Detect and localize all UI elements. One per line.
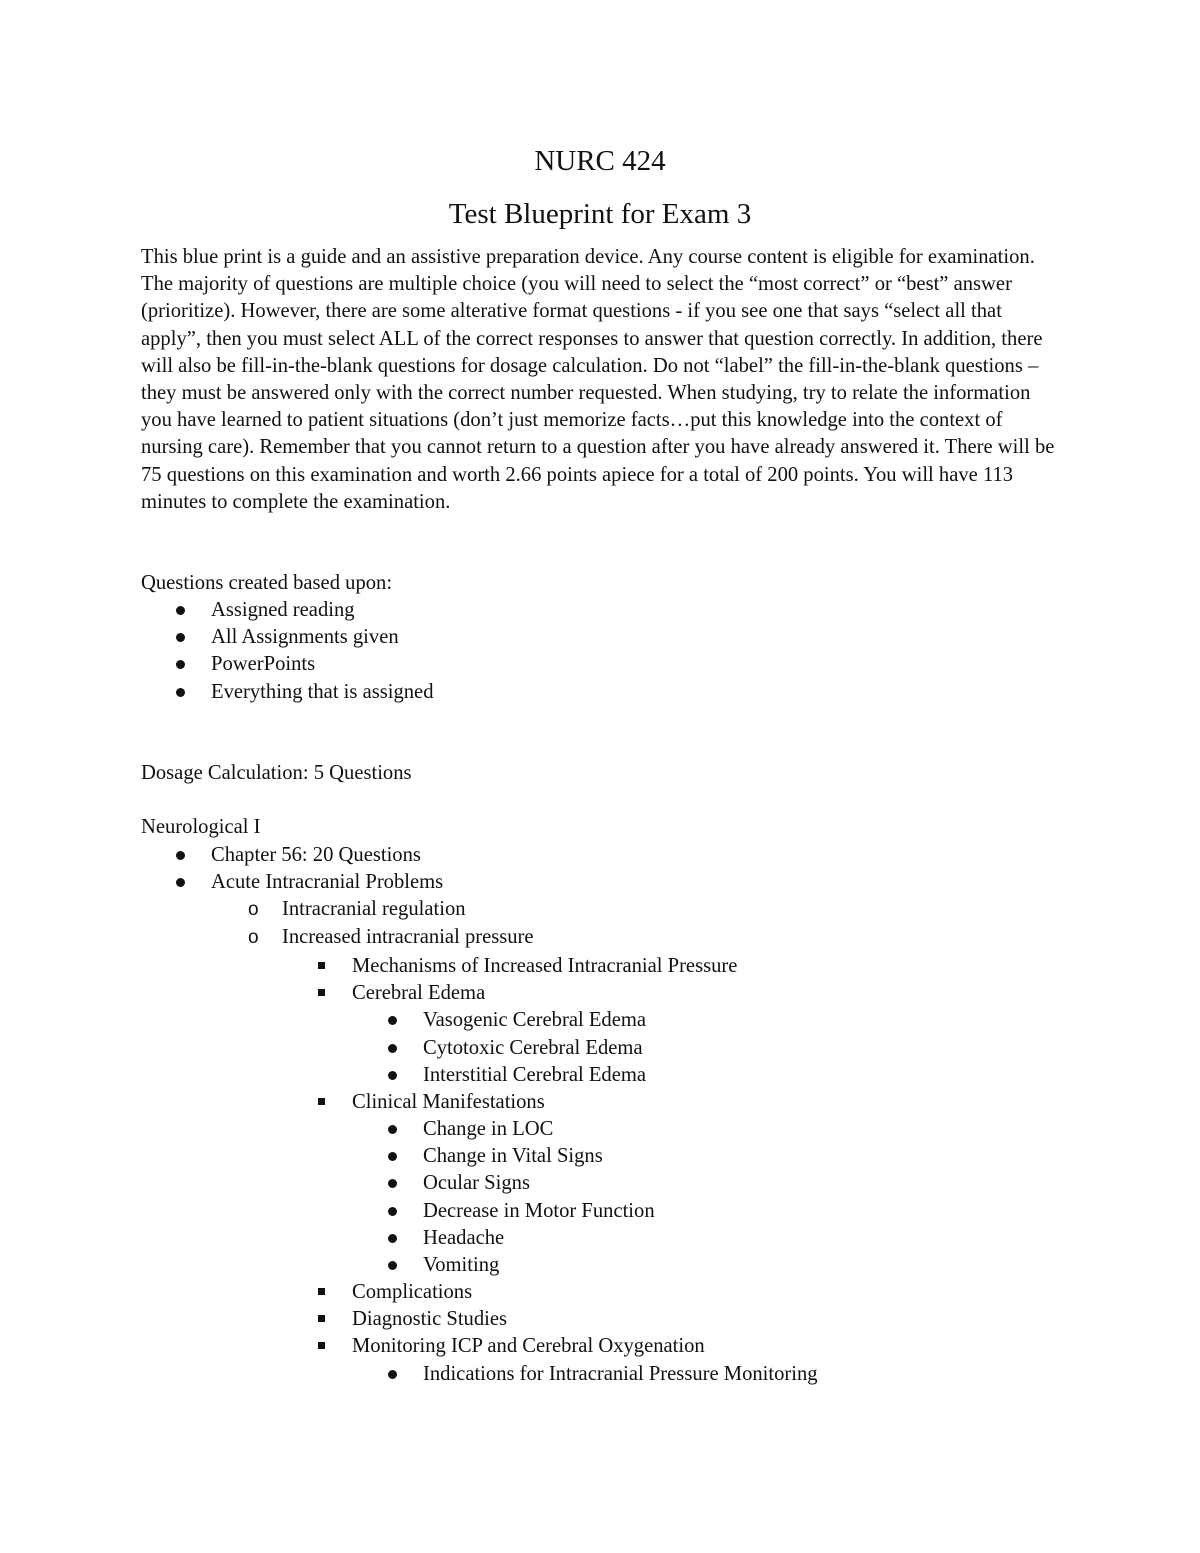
list-item: PowerPoints	[211, 653, 316, 675]
bullet-dot	[388, 1370, 397, 1379]
list-item: Acute Intracranial Problems	[211, 871, 444, 893]
list-item: Indications for Intracranial Pressure Monitoring	[423, 1363, 818, 1385]
bullet-dot	[388, 1152, 397, 1161]
square-bullet	[318, 989, 325, 996]
list-item: Decrease in Motor Function	[423, 1200, 655, 1222]
questions-heading: Questions created based upon:	[141, 572, 393, 594]
list-item: Complications	[352, 1281, 473, 1303]
list-item: Ocular Signs	[423, 1172, 530, 1194]
list-item: Intracranial regulation	[282, 898, 466, 920]
list-item: Increased intracranial pressure	[282, 926, 534, 948]
list-item: Chapter 56: 20 Questions	[211, 844, 421, 866]
square-bullet	[318, 1288, 325, 1295]
neuro-heading: Neurological I	[141, 816, 261, 838]
bullet-dot	[388, 1044, 397, 1053]
bullet-dot	[388, 1016, 397, 1025]
bullet-dot	[388, 1261, 397, 1270]
bullet-dot	[388, 1179, 397, 1188]
list-item: Headache	[423, 1227, 505, 1249]
list-item: All Assignments given	[211, 626, 399, 648]
bullet-dot	[388, 1234, 397, 1243]
list-item: Clinical Manifestations	[352, 1091, 545, 1113]
bullet-dot	[388, 1071, 397, 1080]
square-bullet	[318, 1342, 325, 1349]
list-item: Assigned reading	[211, 599, 355, 621]
square-bullet	[318, 1315, 325, 1322]
circle-bullet: o	[248, 899, 259, 920]
bullet-dot	[176, 660, 185, 669]
list-item: Cerebral Edema	[352, 982, 486, 1004]
course-title: NURC 424	[534, 145, 666, 177]
bullet-dot	[176, 606, 185, 615]
bullet-dot	[388, 1125, 397, 1134]
list-item: Mechanisms of Increased Intracranial Pressure	[352, 955, 738, 977]
list-item: Vomiting	[423, 1254, 500, 1276]
list-item: Cytotoxic Cerebral Edema	[423, 1037, 643, 1059]
bullet-dot	[176, 688, 185, 697]
dosage-calculation: Dosage Calculation: 5 Questions	[141, 762, 412, 784]
list-item: Everything that is assigned	[211, 681, 434, 703]
square-bullet	[318, 962, 325, 969]
list-item: Vasogenic Cerebral Edema	[423, 1009, 647, 1031]
bullet-dot	[176, 878, 185, 887]
list-item: Monitoring ICP and Cerebral Oxygenation	[352, 1335, 705, 1357]
bullet-dot	[176, 633, 185, 642]
list-item: Interstitial Cerebral Edema	[423, 1064, 647, 1086]
circle-bullet: o	[248, 927, 259, 948]
exam-title: Test Blueprint for Exam 3	[448, 198, 752, 230]
square-bullet	[318, 1098, 325, 1105]
bullet-dot	[388, 1207, 397, 1216]
list-item: Change in Vital Signs	[423, 1145, 603, 1167]
intro-paragraph: This blue print is a guide and an assistive preparation device. Any course content is eligible for examination. The majority of questions are multiple choice (you will need to select the “most correct” or “best” answer (prioritize). However, there are some alterative format questions - if you see one that says “select all that apply”, then you must select ALL of the correct responses to answer that question correctly. In addition, there will also be fill-in-the-blank questions for dosage calculation. Do not “label” the fill-in-the-blank questions – they must be answered only with the correct number requested. When studying, try to relate the information you have learned to patient situations (don’t just memorize facts…put this knowledge into the context of nursing care). Remember that you cannot return to a question after you have already answered it. There will be 75 questions on this examination and worth 2.66 points apiece for a total of 200 points. You will have 113 minutes to complete the examination.	[141, 246, 1055, 513]
list-item: Change in LOC	[423, 1118, 554, 1140]
list-item: Diagnostic Studies	[352, 1308, 508, 1330]
bullet-dot	[176, 851, 185, 860]
